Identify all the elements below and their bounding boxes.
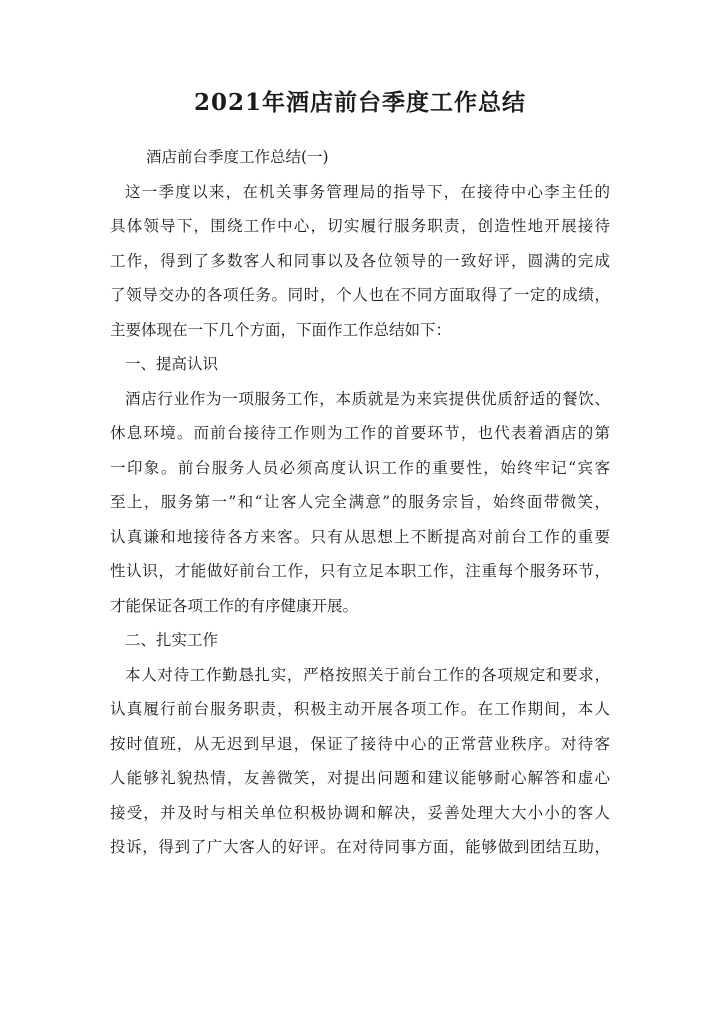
paragraph-line: 认真谦和地接待各方来客。只有从思想上不断提高对前台工作的重要: [110, 527, 610, 546]
paragraph-line: 主要体现在一下几个方面，下面作工作总结如下：: [110, 320, 452, 339]
section-heading: 一、提高认识: [125, 355, 219, 373]
paragraph-line: 一印象。前台服务人员必须高度认识工作的重要性，始终牢记“宾客: [110, 458, 610, 477]
paragraph-line: 至上，服务第一”和“让客人完全满意”的服务宗旨，始终面带微笑，: [110, 493, 610, 511]
paragraph-line: 性认识，才能做好前台工作，只有立足本职工作，注重每个服务环节，: [110, 562, 610, 580]
paragraph-line: 酒店行业作为一项服务工作，本质就是为来宾提供优质舒适的餐饮、: [125, 389, 610, 408]
document-title: 2021年酒店前台季度工作总结: [193, 89, 526, 116]
paragraph-line: 才能保证各项工作的有序健康开展。: [110, 596, 359, 615]
paragraph-line: 工作，得到了多数客人和同事以及各位领导的一致好评，圆满的完成: [110, 251, 610, 270]
paragraph-line: 这一季度以来，在机关事务管理局的指导下，在接待中心李主任的: [125, 182, 610, 201]
paragraph-line: 认真履行前台服务职责，积极主动开展各项工作。在工作期间，本人: [110, 700, 610, 718]
paragraph-line: 人能够礼貌热情，友善微笑，对提出问题和建议能够耐心解答和虚心: [110, 769, 610, 787]
paragraph-line: 休息环境。而前台接待工作则为工作的首要环节，也代表着酒店的第: [110, 424, 610, 442]
paragraph-line: 具体领导下，围绕工作中心，切实履行服务职责，创造性地开展接待: [110, 217, 610, 235]
paragraph-line: 本人对待工作勤恳扎实，严格按照关于前台工作的各项规定和要求，: [125, 665, 610, 684]
document-body: [110, 140, 610, 865]
section-heading: 二、扎实工作: [125, 631, 219, 649]
paragraph-line: 按时值班，从无迟到早退，保证了接待中心的正常营业秩序。对待客: [110, 734, 610, 753]
section-heading: 酒店前台季度工作总结(一): [146, 148, 329, 166]
paragraph-line: 接受，并及时与相关单位积极协调和解决，妥善处理大大小小的客人: [110, 803, 610, 822]
paragraph-line: 了领导交办的各项任务。同时，个人也在不同方面取得了一定的成绩，: [110, 286, 610, 304]
paragraph-line: 投诉，得到了广大客人的好评。在对待同事方面，能够做到团结互助，: [110, 838, 610, 856]
